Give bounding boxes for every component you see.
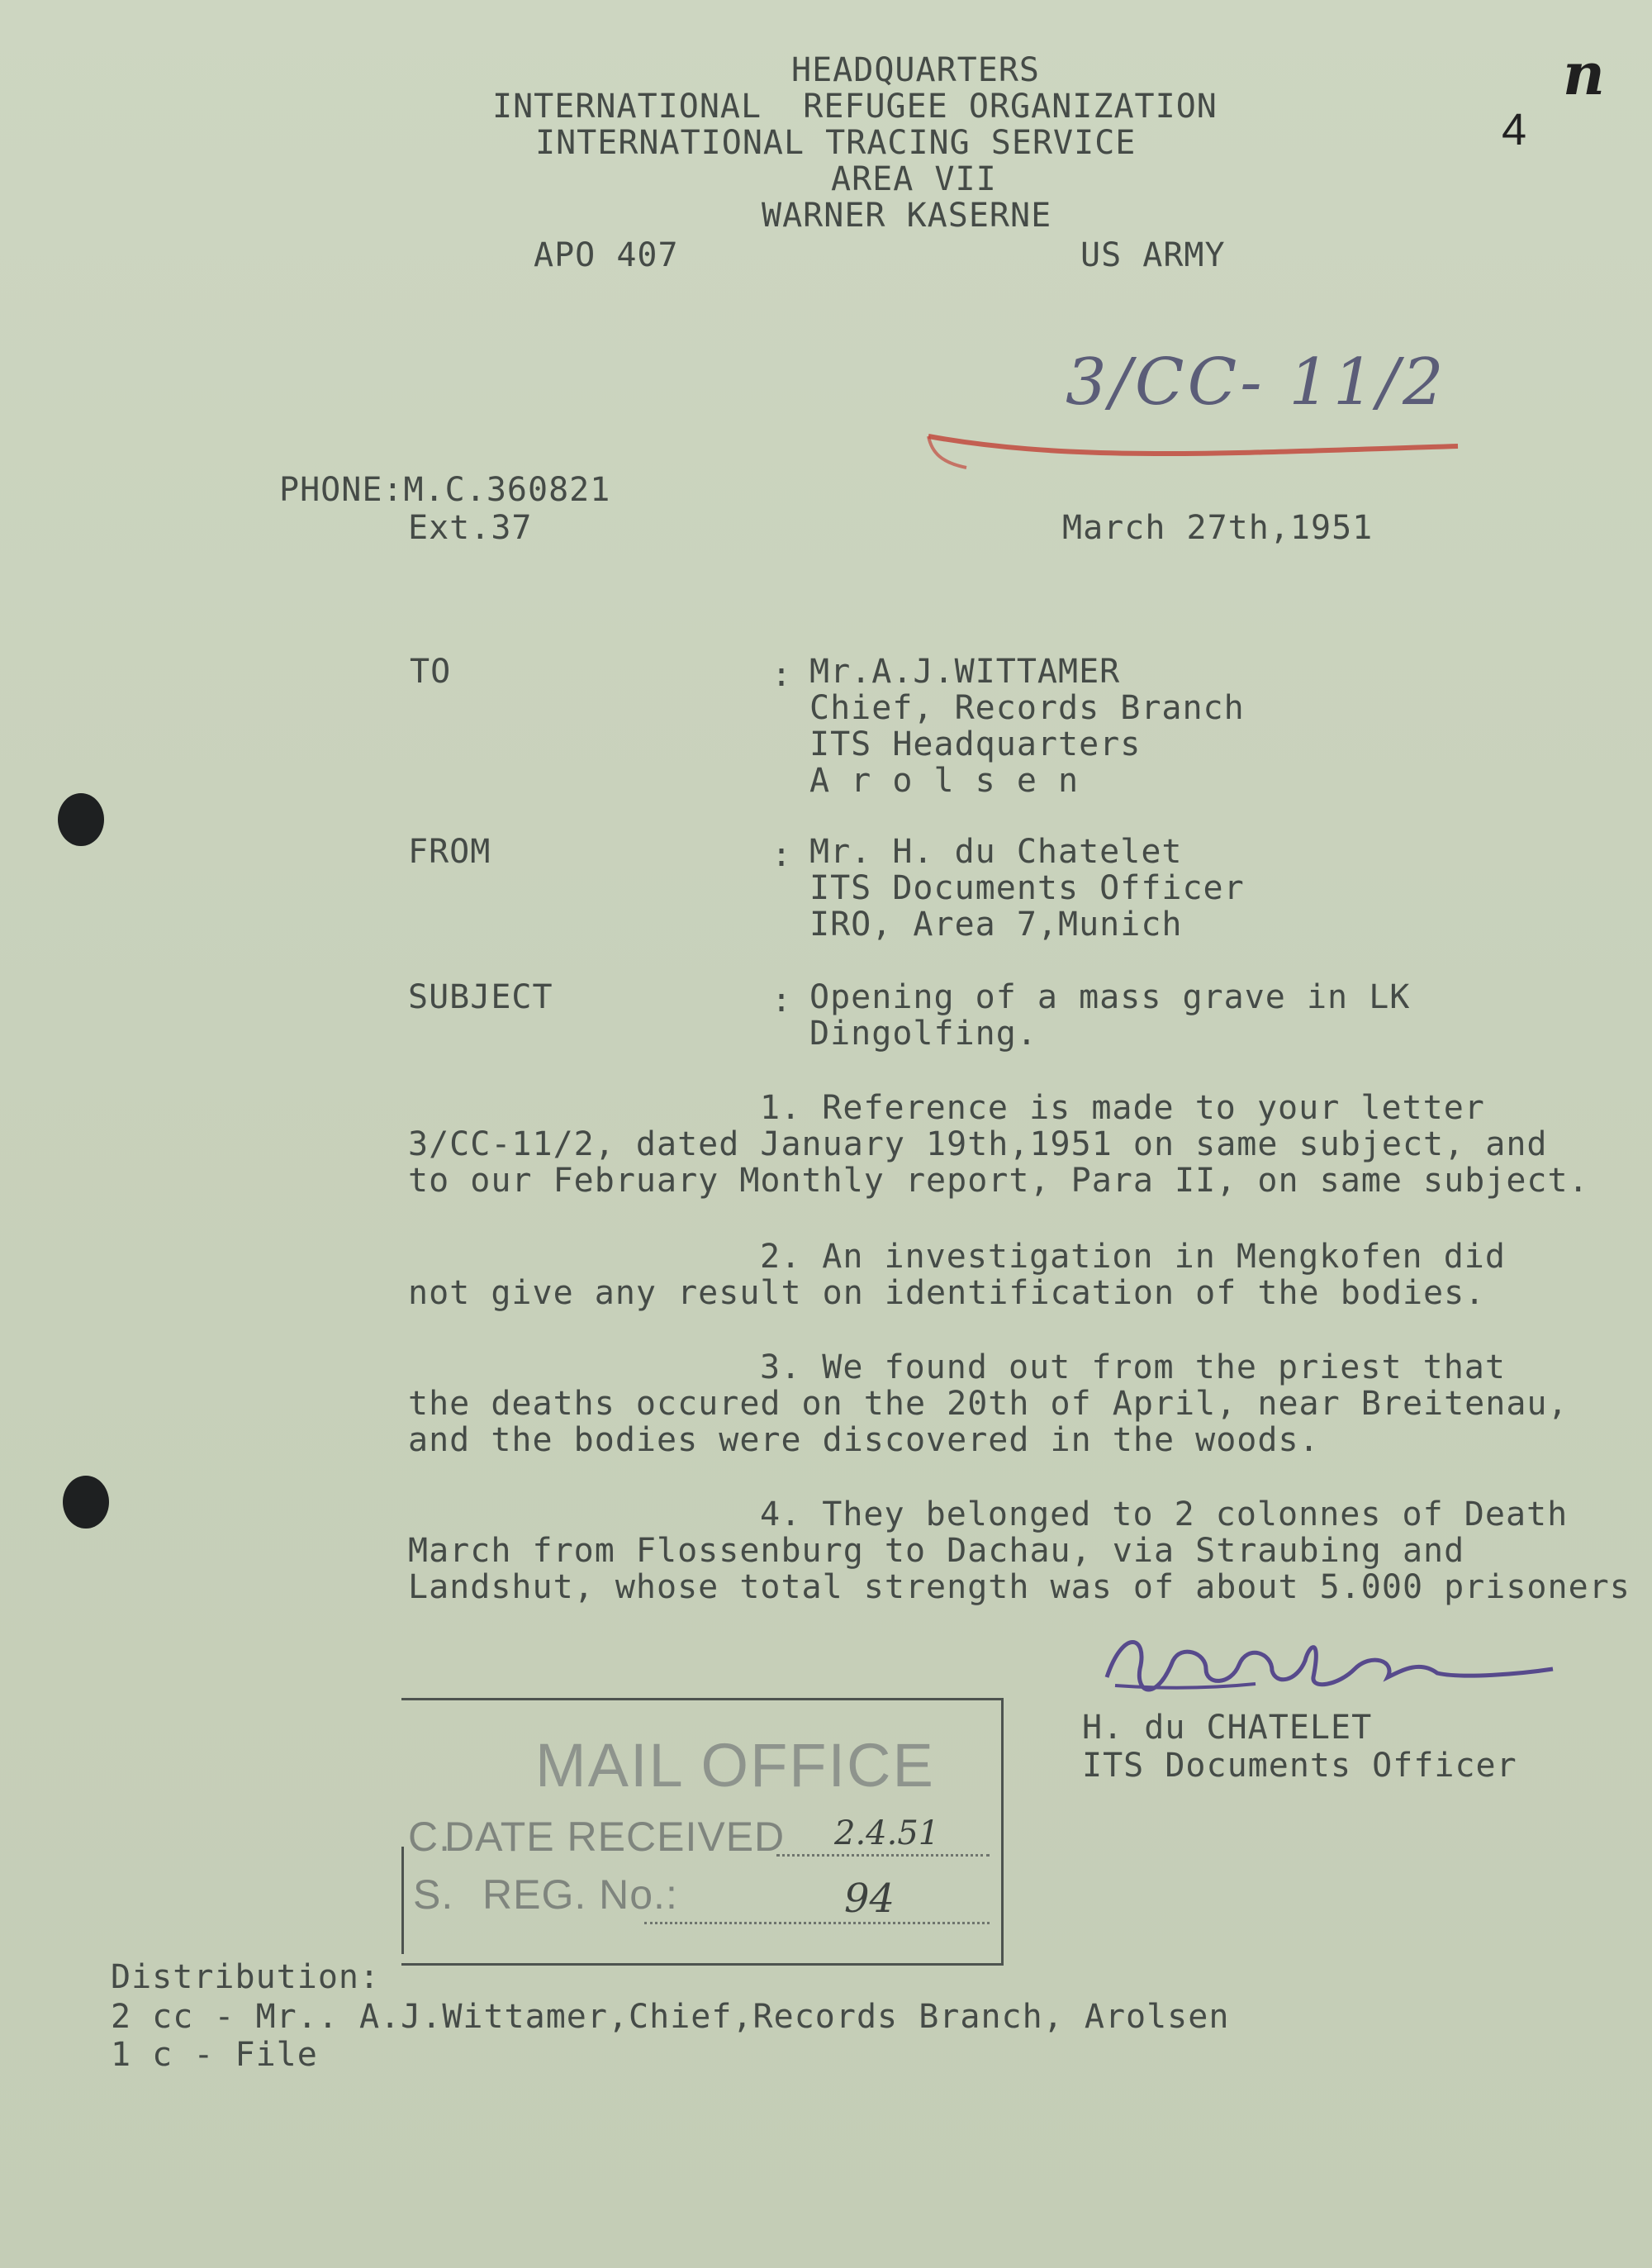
phone-number: PHONE:M.C.360821 (279, 471, 611, 509)
to-colon: : (771, 656, 793, 694)
to-title: Chief, Records Branch (809, 689, 1245, 727)
header-its: INTERNATIONAL TRACING SERVICE (535, 124, 1137, 162)
para2-line-1: 2. An investigation in Mengkofen did (760, 1238, 1506, 1276)
para3-line-3: and the bodies were discovered in the woods. (408, 1421, 1320, 1459)
para1-line-1: 1. Reference is made to your letter (760, 1089, 1485, 1127)
punch-hole-top (58, 793, 104, 846)
para2-line-2: not give any result on identification of the bodies. (408, 1274, 1486, 1312)
header-apo: APO 407 (534, 236, 679, 274)
stamp-side-date: C. (408, 1814, 451, 1860)
stamp-reg-value: 94 (844, 1876, 895, 1922)
stamp-reg-label: REG. No.: (482, 1871, 678, 1918)
to-label: TO (410, 653, 452, 691)
from-title: ITS Documents Officer (809, 869, 1245, 907)
from-name: Mr. H. du Chatelet (809, 833, 1183, 871)
para1-line-2: 3/CC-11/2, dated January 19th,1951 on same subject, and (408, 1125, 1548, 1163)
stamp-reg-line (644, 1922, 990, 1924)
from-office: IRO, Area 7,Munich (809, 906, 1183, 944)
para4-line-1: 4. They belonged to 2 colonnes of Death (760, 1495, 1569, 1533)
header-iro: INTERNATIONAL REFUGEE ORGANIZATION (492, 88, 1218, 126)
reference-handwritten: 3/CC- 11/2 (1066, 345, 1447, 420)
header-kaserne: WARNER KASERNE (762, 197, 1052, 235)
to-office: ITS Headquarters (809, 725, 1142, 763)
stamp-date-value: 2.4.51 (834, 1814, 940, 1852)
subject-colon: : (771, 982, 793, 1020)
page-number: 4 (1502, 105, 1528, 155)
distribution-line-2: 1 c - File (111, 2036, 318, 2074)
subject-line-2: Dingolfing. (809, 1015, 1037, 1053)
signatory-title: ITS Documents Officer (1082, 1747, 1517, 1785)
stamp-left-edge (401, 1847, 404, 1954)
from-colon: : (771, 836, 793, 874)
phone-extension: Ext.37 (408, 509, 533, 547)
para1-line-3: to our February Monthly report, Para II, on same subject. (408, 1162, 1589, 1200)
subject-line-1: Opening of a mass grave in LK (809, 978, 1411, 1016)
from-label: FROM (408, 833, 491, 871)
header-headquarters: HEADQUARTERS (791, 51, 1040, 89)
signature-scrawl (1090, 1611, 1586, 1710)
para3-line-2: the deaths occured on the 20th of April, near Breitenau, (408, 1385, 1569, 1423)
punch-hole-bottom (63, 1476, 109, 1529)
para4-line-3: Landshut, whose total strength was of about 5.000 prisoners (408, 1568, 1631, 1606)
to-name: Mr.A.J.WITTAMER (809, 653, 1121, 691)
distribution-line-1: 2 cc - Mr.. A.J.Wittamer,Chief,Records Branch, Arolsen (111, 1998, 1230, 2036)
distribution-label: Distribution: (111, 1958, 381, 1996)
header-area: AREA VII (831, 160, 997, 198)
signatory-name: H. du CHATELET (1082, 1709, 1373, 1747)
stamp-date-line (776, 1854, 990, 1857)
corner-handwritten-mark: n (1563, 40, 1605, 108)
letter-date: March 27th,1951 (1062, 509, 1374, 547)
stamp-title: MAIL OFFICE (535, 1731, 935, 1800)
stamp-side-reg: S. (413, 1871, 454, 1918)
header-army: US ARMY (1080, 236, 1226, 274)
stamp-date-label: DATE RECEIVED (444, 1814, 786, 1860)
subject-label: SUBJECT (408, 978, 553, 1016)
para3-line-1: 3. We found out from the priest that (760, 1348, 1506, 1386)
para4-line-2: March from Flossenburg to Dachau, via Straubing and (408, 1532, 1465, 1570)
to-location: A r o l s e n (809, 762, 1080, 800)
